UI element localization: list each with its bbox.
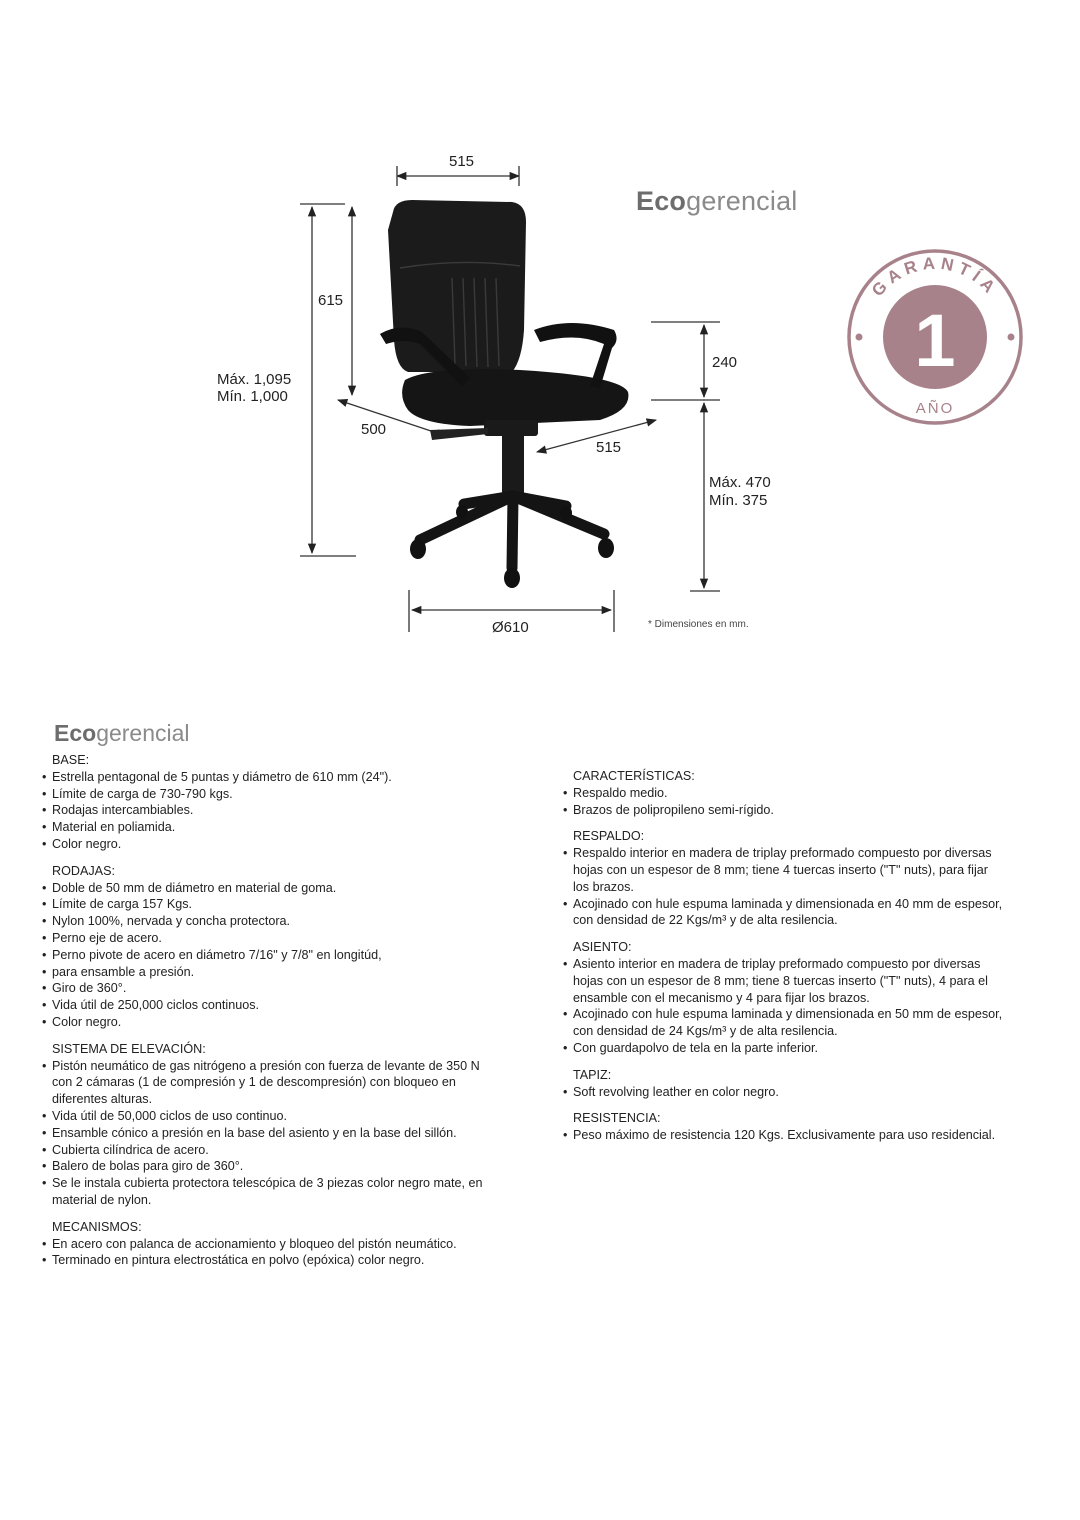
spec-section [563, 1067, 1003, 1101]
spec-item: • Perno pivote de acero en diámetro 7/16" y 7/8" en longitúd, [42, 947, 502, 964]
specs-title [54, 720, 190, 747]
specs-title-bold: Eco [54, 720, 97, 746]
spec-item: • Material en poliamida. [42, 819, 502, 836]
spec-item: • Terminado en pintura electrostática en polvo (epóxica) color negro. [42, 1252, 502, 1269]
spec-section [42, 752, 502, 853]
spec-item: • Perno eje de acero. [42, 930, 502, 947]
chair-illustration [380, 200, 628, 588]
spec-section-title: RESPALDO: [573, 829, 645, 844]
spec-item: • Doble de 50 mm de diámetro en material de goma. [42, 880, 502, 897]
spec-item: • Peso máximo de resistencia 120 Kgs. Exclusivamente para uso residencial. [563, 1127, 1003, 1144]
spec-section [563, 939, 1003, 1057]
spec-section [42, 1219, 502, 1269]
dim-height-max: Máx. 1,095 [217, 371, 292, 388]
spec-item: • Respaldo interior en madera de triplay preformado compuesto por diversas hojas con un espesor de 8 mm; tiene 4 tuercas inserto ("T" nuts), para fijar los brazos. [563, 845, 1003, 895]
product-title [636, 186, 798, 217]
spec-item: • Asiento interior en madera de triplay preformado compuesto por diversas hojas con un espesor de 8 mm; tiene 8 tuercas inserto ("T" nuts), 4 para el ensamble con el mecanismo y 4 para fijar los brazos. [563, 956, 1003, 1006]
spec-item: • Color negro. [42, 836, 502, 853]
specs-right-column [563, 768, 1003, 1154]
spec-section-title: BASE: [52, 753, 90, 767]
product-title-rest: gerencial [686, 186, 798, 216]
spec-section [42, 863, 502, 1031]
dim-seat-width: 515 [596, 439, 622, 456]
spec-section-title: RODAJAS: [52, 863, 115, 878]
dim-seat-min: Mín. 375 [709, 492, 768, 509]
spec-section [563, 828, 1003, 929]
specs-title-rest: gerencial [96, 720, 190, 746]
spec-item: • Nylon 100%, nervada y concha protectora. [42, 913, 502, 930]
spec-item: • Vida útil de 250,000 ciclos continuos. [42, 997, 502, 1014]
dim-height-min: Mín. 1,000 [217, 388, 288, 405]
spec-item: • Giro de 360°. [42, 980, 502, 997]
dim-arm-height: 240 [712, 354, 738, 371]
spec-section-title: MECANISMOS: [52, 1219, 142, 1234]
spec-item: • Cubierta cilíndrica de acero. [42, 1142, 502, 1159]
warranty-badge [849, 251, 1021, 423]
spec-section-title: CARACTERÍSTICAS: [573, 769, 695, 783]
badge-bottom-text: AÑO [915, 400, 955, 417]
spec-item: • Ensamble cónico a presión en la base del asiento y en la base del sillón. [42, 1125, 502, 1142]
spec-section [42, 1041, 502, 1209]
spec-item: • Balero de bolas para giro de 360°. [42, 1158, 502, 1175]
spec-item: • Acojinado con hule espuma laminada y dimensionada en 50 mm de espesor, con densidad de 24 Kgs/m³ y de alta resilencia. [563, 1006, 1003, 1040]
spec-item: • Límite de carga 157 Kgs. [42, 896, 502, 913]
product-title-bold: Eco [636, 186, 687, 216]
dim-width-top: 515 [449, 153, 475, 170]
spec-item: • Acojinado con hule espuma laminada y dimensionada en 40 mm de espesor, con densidad de 22 Kgs/m³ y de alta resilencia. [563, 896, 1003, 930]
dim-seat-depth: 500 [361, 421, 387, 438]
spec-section-title: TAPIZ: [573, 1067, 612, 1082]
specs-left-column [42, 752, 502, 1279]
spec-item: • Brazos de polipropileno semi-rígido. [563, 802, 1003, 819]
dim-backrest: 615 [318, 292, 344, 309]
badge-number: 1 [914, 299, 956, 382]
spec-item: • Con guardapolvo de tela en la parte inferior. [563, 1040, 1003, 1057]
spec-section [563, 1110, 1003, 1144]
spec-section-title: RESISTENCIA: [573, 1111, 661, 1126]
spec-item: • Vida útil de 50,000 ciclos de uso continuo. [42, 1108, 502, 1125]
spec-item: • para ensamble a presión. [42, 964, 502, 981]
spec-item: • Límite de carga de 730-790 kgs. [42, 786, 502, 803]
spec-item: • Soft revolving leather en color negro. [563, 1084, 1003, 1101]
spec-item: • Rodajas intercambiables. [42, 802, 502, 819]
spec-item: • Color negro. [42, 1014, 502, 1031]
dimensions-note: * Dimensiones en mm. [648, 619, 749, 630]
spec-item: • Pistón neumático de gas nitrógeno a presión con fuerza de levante de 350 N con 2 cámaras (1 de compresión y 1 de descompresión) con bloqueo en diferentes alturas. [42, 1058, 502, 1108]
spec-item: • Se le instala cubierta protectora telescópica de 3 piezas color negro mate, en material de nylon. [42, 1175, 502, 1209]
spec-section-title: ASIENTO: [573, 940, 632, 955]
badge-top-text: GARANTÍA [868, 253, 1003, 301]
spec-section-title: SISTEMA DE ELEVACIÓN: [52, 1041, 206, 1056]
dim-base-diameter: Ø610 [492, 619, 529, 636]
spec-item: • Estrella pentagonal de 5 puntas y diámetro de 610 mm (24"). [42, 769, 502, 786]
spec-item: • Respaldo medio. [563, 785, 1003, 802]
dim-seat-max: Máx. 470 [709, 474, 771, 491]
spec-item: • En acero con palanca de accionamiento y bloqueo del pistón neumático. [42, 1236, 502, 1253]
spec-section [563, 768, 1003, 818]
